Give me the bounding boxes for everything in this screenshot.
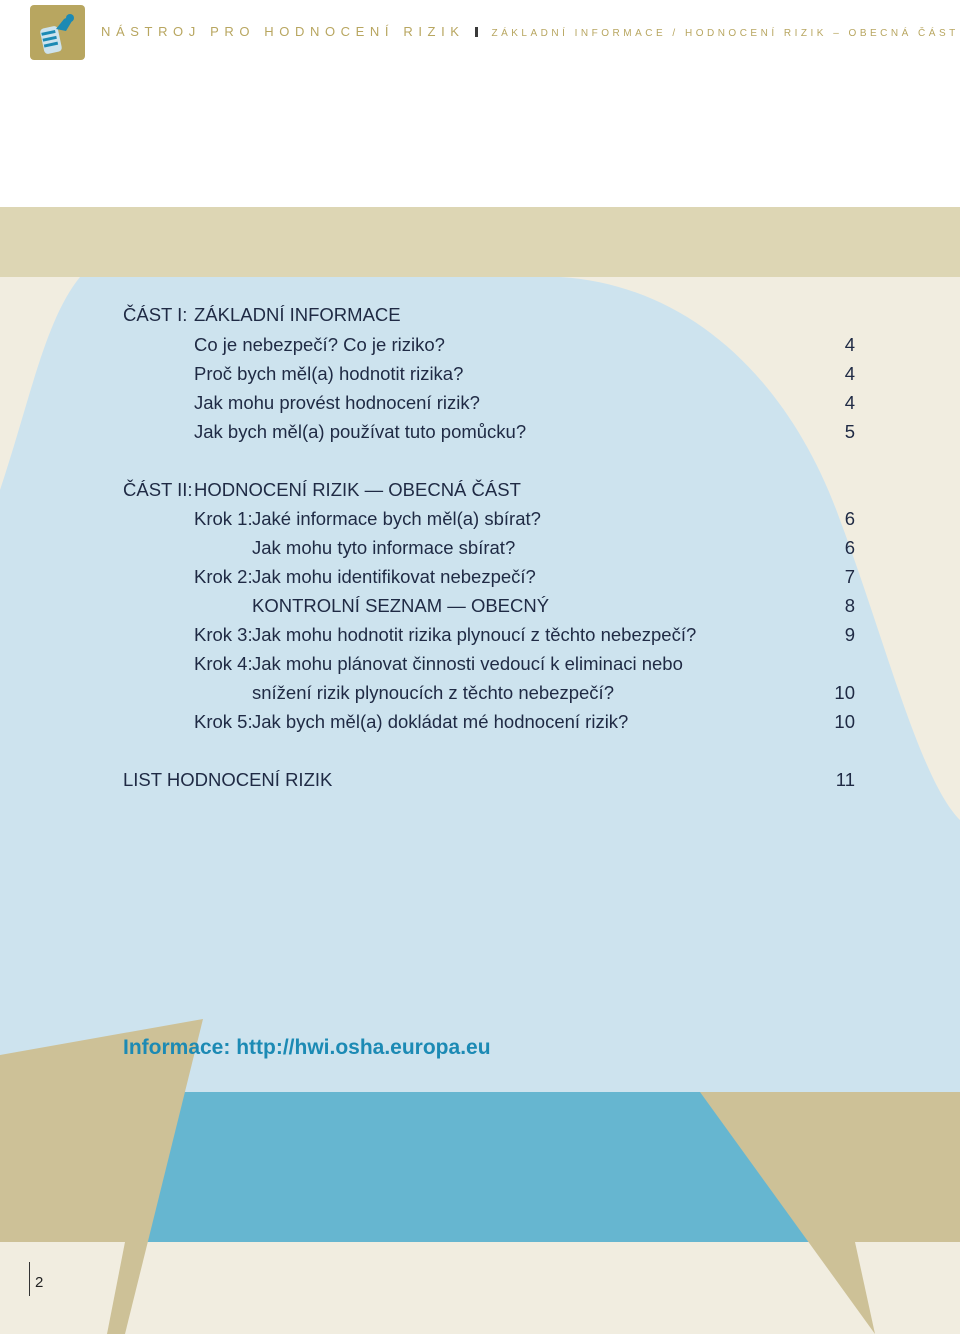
toc-entry-page: 10: [834, 711, 855, 732]
bottom-cream-patch: [0, 1242, 125, 1334]
toc-entry-text: Co je nebezpečí? Co je riziko?: [194, 334, 445, 355]
toc-entry-page: 5: [844, 421, 855, 442]
toc-entry[interactable]: [0, 649, 960, 679]
toc-entry-text: KONTROLNÍ SEZNAM — OBECNÝ: [252, 595, 550, 616]
header-title: NÁSTROJ PRO HODNOCENÍ RIZIK: [101, 24, 465, 39]
toc-entry-text: Jak mohu tyto informace sbírat?: [252, 537, 516, 558]
toc-entry-page: 4: [844, 392, 855, 413]
toc-step-label: Krok 5:: [194, 711, 253, 732]
part1-title: ZÁKLADNÍ INFORMACE: [194, 304, 401, 325]
toc-entry[interactable]: [0, 504, 960, 534]
toc-entry-page: 4: [844, 363, 855, 384]
header-separator: [475, 27, 478, 37]
toc-entry-text: Jaké informace bych měl(a) sbírat?: [252, 508, 541, 529]
toc-entry[interactable]: [0, 765, 960, 795]
toc-entry-page: 4: [844, 334, 855, 355]
toc-entry-text: Proč bych měl(a) hodnotit rizika?: [194, 363, 464, 384]
toc-entry[interactable]: [0, 417, 960, 447]
toc-part2-heading: [0, 475, 960, 505]
toc-entry[interactable]: [0, 707, 960, 737]
part2-title: HODNOCENÍ RIZIK — OBECNÁ ČÁST: [194, 479, 521, 500]
toc-entry-text: Jak bych měl(a) dokládat mé hodnocení rizik?: [252, 711, 629, 732]
part2-label: ČÁST II:: [123, 479, 193, 500]
toc-step-label: Krok 3:: [194, 624, 253, 645]
toc-part1-heading: [0, 300, 960, 330]
toc-step-label: Krok 1:: [194, 508, 253, 529]
info-link[interactable]: Informace: http://hwi.osha.europa.eu: [123, 1036, 491, 1059]
toc-entry-page: 6: [844, 508, 855, 529]
header: [101, 23, 959, 41]
toc-step-label: Krok 2:: [194, 566, 253, 587]
toc-entry[interactable]: [0, 388, 960, 418]
page-number-bar: [29, 1262, 30, 1296]
toc-entry[interactable]: [0, 562, 960, 592]
toc-entry-text: Jak mohu provést hodnocení rizik?: [194, 392, 480, 413]
part1-label: ČÁST I:: [123, 304, 188, 325]
toc-entry[interactable]: [0, 330, 960, 360]
toc-entry[interactable]: [0, 591, 960, 621]
toc-list-title: LIST HODNOCENÍ RIZIK: [123, 769, 333, 790]
toc-entry-page: 6: [844, 537, 855, 558]
toc-entry-text: snížení rizik plynoucích z těchto nebezpečí?: [252, 682, 614, 703]
toc-entry[interactable]: [0, 678, 960, 708]
top-tan-band: [0, 207, 960, 277]
toc-entry-text: Jak bych měl(a) používat tuto pomůcku?: [194, 421, 527, 442]
header-subtitle: ZÁKLADNÍ INFORMACE / HODNOCENÍ RIZIK – OBECNÁ ČÁST: [491, 28, 959, 39]
toc-entry-page: 8: [844, 595, 855, 616]
thumbs-up-icon: [30, 5, 85, 60]
toc-entry-text: Jak mohu hodnotit rizika plynoucí z těchto nebezpečí?: [252, 624, 697, 645]
toc-entry[interactable]: [0, 359, 960, 389]
page-number: 2: [35, 1274, 44, 1291]
toc-entry[interactable]: [0, 620, 960, 650]
toc-entry[interactable]: [0, 533, 960, 563]
toc-entry-page: 10: [834, 682, 855, 703]
toc-entry-page: 9: [844, 624, 855, 645]
toc-entry-text: Jak mohu plánovat činnosti vedoucí k eliminaci nebo: [252, 653, 683, 674]
toc-step-label: Krok 4:: [194, 653, 253, 674]
toc-entry-page: 7: [844, 566, 855, 587]
toc-entry-text: Jak mohu identifikovat nebezpečí?: [252, 566, 536, 587]
toc-entry-page: 11: [835, 769, 855, 790]
page-number-block: [29, 1262, 49, 1296]
